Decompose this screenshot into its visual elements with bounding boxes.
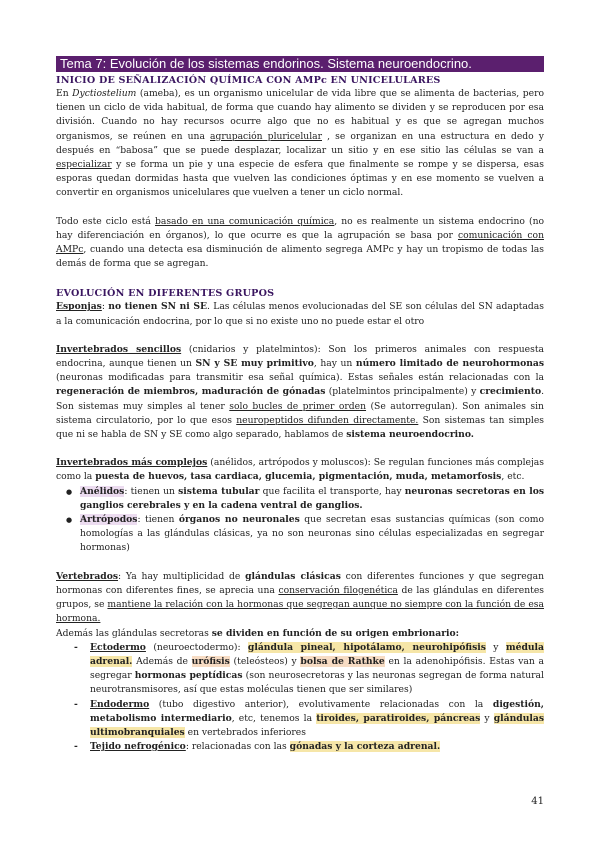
list-item-endodermo: - Endodermo (tubo digestivo anterior), evolutivamente relacionadas con la digestión, metabolismo intermediario, etc, tenemos la tiroides, paratiroides, páncreas y glándulas ultimobranquiales en vertebrados inferiores (90, 698, 544, 741)
paragraph-comunicacion: Todo este ciclo está basado en una comunicación química, no es realmente un sistema endocrino (no hay diferenciación en órganos), lo que ocurre es que la agrupación se basa por comunicación con AMPc, cuando una detecta esa disminución de alimento segrega AMPc y hay un tropismo de todas las demás de forma que se agregan. (56, 215, 545, 270)
paragraph-vertebrados: Vertebrados: Ya hay multiplicidad de glándulas clásicas con diferentes funciones y que segregan hormonas con diferentes fines, se aprecia una conservación filogenética de las glándulas en diferentes grupos, se mantiene la relación con la hormonas que segregan aunque no siempre con la función de esa hormona. (56, 570, 544, 625)
paragraph-invertebrados-sencillos: Invertebrados sencillos (cnidarios y platelmintos): Son los primeros animales con respuesta endocrina, aunque tienen un SN y SE muy primitivo, hay un número limitado de neurohormonas (neuronas modificadas para transmitir esa señal química). Estas señales están relacionadas con la regeneración de miembros, maduración de gónadas (platelmintos principalmente) y crecimiento. Son sistemas muy simples al tener solo bucles de primer orden (Se autorregulan). Son animales sin sistema circulatorio, por lo que esos neuropeptidos difunden directamente. Son sistemas tan simples que ni se habla de SN y SE como algo separado, hablamos de sistema neuroendocrino. (56, 343, 545, 441)
page-title: Tema 7: Evolución de los sistemas endorinos. Sistema neuroendocrino. (56, 56, 544, 72)
list-item-artropodos: ● Artrópodos: tienen órganos no neuronales que secretan esas sustancias químicas (son como homologías a las glándulas clásicas, ya no son neuronas sino células especializadas en segregar hormonas) (80, 513, 544, 556)
paragraph-dyctiostelium: En Dyctiostelium (ameba), es un organismo unicelular de vida libre que se alimenta de bacterias, pero tienen un ciclo de vida habitual, de forma que cuando hay alimento se dividen y se reproducen por esa división. Cuando no hay recursos ocurre algo que no es habitual y es que se agregan muchos organismos, se reúnen en una agrupación pluricelular , se organizan en una estructura en dedo y después en “babosa” que se puede desplazar, localizar un sitio y en ese sitio las células se van a especializar y se forma un pie y una especie de esfera que finalmente se rompe y se dispersa, esas esporas quedan dormidas hasta que vuelven las condiciones óptimas y en ese momento se vuelven a convertir en organismos unicelulares que vuelven a tener un ciclo normal. (56, 88, 544, 199)
heading-evolucion: EVOLUCIÓN EN DIFERENTES GRUPOS (56, 288, 275, 300)
page-number: 41 (531, 796, 544, 807)
list-item-tejido-nefrogenico: - Tejido nefrogénico: relacionadas con las gónadas y la corteza adrenal. (90, 740, 544, 754)
invertebrate-list (56, 485, 544, 556)
heading-ampc: INICIO DE SEÑALIZACIÓN QUÍMICA CON AMPc EN UNICELULARES (56, 75, 441, 86)
page-content (56, 56, 544, 754)
list-item-ectodermo: - Ectodermo (neuroectodermo): glándula pineal, hipotálamo, neurohipófisis y médula adrenal. Además de urófisis (teleósteos) y bolsa de Rathke en la adenohipófisis. Estas van a segregar hormonas peptídicas (son neurosecretoras y las neuronas segregan de forma natural neurotransmisores, así que estas moléculas tienen que ser similares) (90, 641, 544, 698)
paragraph-esponjas: Esponjas: no tienen SN ni SE. Las células menos evolucionadas del SE son células del SN adaptadas a la comunicación endocrina, por lo que si no existe uno no puede estar el otro (56, 301, 544, 327)
paragraph-ademas: Además las glándulas secretoras se dividen en función de su origen embrionario: (56, 627, 460, 639)
list-item-anelidos: ● Anélidos: tienen un sistema tubular que facilita el transporte, hay neuronas secretoras en los ganglios cerebrales y en la cadena ventral de ganglios. (80, 485, 544, 513)
paragraph-invertebrados-complejos: Invertebrados más complejos (anélidos, artrópodos y moluscos): Se regulan funciones más complejas como la puesta de huevos, tasa cardiaca, glucemia, pigmentación, muda, metamorfosis, etc. (56, 457, 544, 483)
origin-list (56, 641, 544, 755)
